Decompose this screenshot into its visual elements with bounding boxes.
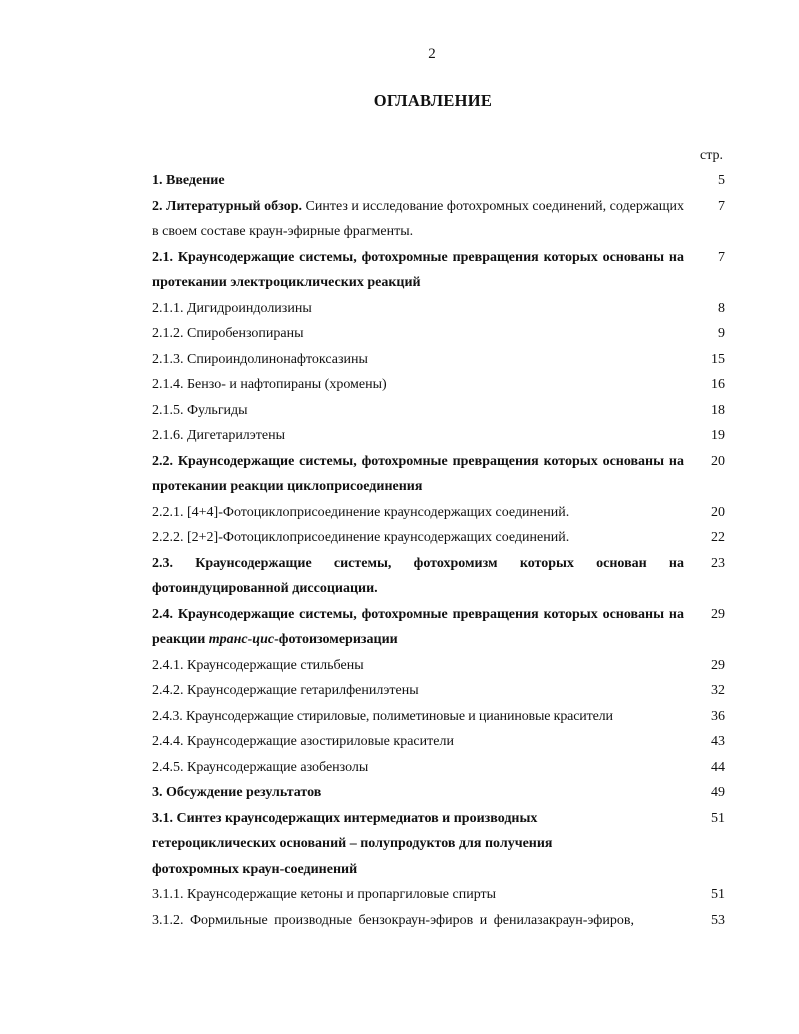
toc-entry-text [152,806,684,883]
toc-entry-2-3 [152,551,725,602]
toc-entry-text [152,194,684,245]
toc-entry-2-1-4 [152,372,725,398]
toc-entry-page: 32 [711,683,725,698]
toc-entry-2-2 [152,449,725,500]
toc-entry-page: 8 [718,300,725,316]
toc-entry-page: 29 [711,606,725,622]
toc-entry-text: 3.1.1. Краунсодержащие кетоны и пропаргиловые спирты [152,887,497,902]
toc-entry-text: 2.2. Краунсодержащие системы, фотохромные превращения которых основаны на протекании реакции циклоприсоединения [152,453,684,494]
toc-entry-page: 15 [711,351,725,367]
toc-entry-text-part-a: 2.4. Краунсодержащие системы, фотохромные превращения которых основаны на реакции [152,606,684,647]
toc-entry-page: 20 [711,504,725,520]
toc-entry-page: 23 [711,555,725,571]
toc-entry-2-4-4 [152,729,725,755]
toc-entry-page: 7 [718,198,725,214]
toc-entry-text: 2.1. Краунсодержащие системы, фотохромные превращения которых основаны на протекании электроциклических реакций [152,249,684,290]
toc-entry-text: 2.2.2. [2+2]-Фотоциклоприсоединение краунсодержащих соединений. [152,530,570,545]
toc-entry-2-1-6 [152,423,725,449]
toc-entry-text: 2.1.1. Дигидроиндолизины [152,300,312,316]
toc-entry-text [152,602,684,653]
toc-entry-page: 20 [711,453,725,469]
toc-entry-2-1-5 [152,398,725,424]
toc-entry-page: 29 [711,657,725,673]
toc-entry-line: гетероциклических оснований – полупродуктов для получения [152,836,553,851]
toc-entry-text: 1. Введение [152,173,225,188]
toc-entry-text: 3.1.2. Формильные производные бензокраун-эфиров и фенилазакраун-эфиров, [152,912,634,928]
toc-entry-2-4-5 [152,755,725,781]
toc-entry-2-4 [152,602,725,653]
toc-entry-page: 19 [711,428,725,443]
toc-entry-2-4-1 [152,653,725,679]
toc-entry-text: 2.4.5. Краунсодержащие азобензолы [152,759,369,775]
toc-entry-text: 2.4.4. Краунсодержащие азостириловые красители [152,734,454,749]
toc-entry-text: 2.3. Краунсодержащие системы, фотохромизм которых основан на фотоиндуцированной диссоциации. [152,555,684,596]
toc-entry-page: 5 [718,173,725,188]
toc-entry-page: 9 [718,326,725,341]
toc-entry-text-bold: 2. Литературный обзор. [152,198,302,214]
toc-entry-page: 51 [711,887,725,902]
toc-entry-page: 49 [711,785,725,800]
toc-entry-text-italic: транс-цис [208,632,275,647]
table-of-contents [152,168,725,933]
toc-entry-text-regular: Синтез и исследование фотохромных соединений, содержащих в своем составе краун-эфирные фрагменты. [152,198,684,239]
toc-entry-literature-review [152,194,725,245]
toc-entry-text: 2.4.3. Краунсодержащие стириловые, полиметиновые и цианиновые красители [152,708,613,724]
toc-entry-2-1 [152,245,725,296]
toc-entry-page: 44 [711,759,725,775]
toc-entry-page: 16 [711,377,725,392]
toc-entry-results-discussion [152,780,725,806]
toc-entry-introduction [152,168,725,194]
toc-entry-text: 2.1.5. Фульгиды [152,402,248,418]
toc-entry-text: 2.4.1. Краунсодержащие стильбены [152,657,364,673]
toc-entry-page: 53 [711,912,725,928]
toc-entry-text: 3. Обсуждение результатов [152,785,322,800]
toc-entry-page: 18 [711,402,725,418]
toc-entry-text: 2.1.6. Дигетарилэтены [152,428,286,443]
toc-entry-2-4-3 [152,704,725,730]
toc-entry-3-1-1 [152,882,725,908]
toc-entry-text: 2.4.2. Краунсодержащие гетарилфенилэтены [152,683,419,698]
toc-entry-text-part-b: -фотоизомеризации [274,632,398,647]
toc-entry-page: 51 [711,810,725,826]
toc-entry-page: 7 [718,249,725,265]
toc-entry-2-2-2 [152,525,725,551]
page-title: ОГЛАВЛЕНИЕ [373,91,493,110]
toc-entry-3-1 [152,806,725,883]
toc-entry-text: 2.1.3. Спироиндолинонафтоксазины [152,351,368,367]
toc-entry-line: 3.1. Синтез краунсодержащих интермедиатов и производных [152,810,538,826]
toc-entry-2-1-1 [152,296,725,322]
toc-entry-2-2-1 [152,500,725,526]
toc-entry-text: 2.1.2. Спиробензопираны [152,326,304,341]
toc-entry-page: 36 [711,708,725,724]
toc-entry-2-1-2 [152,321,725,347]
toc-entry-page: 43 [711,734,725,749]
toc-entry-text: 2.1.4. Бензо- и нафтопираны (хромены) [152,377,387,392]
toc-entry-3-1-2 [152,908,725,934]
toc-entry-line: фотохромных краун-соединений [152,861,358,877]
toc-entry-text: 2.2.1. [4+4]-Фотоциклоприсоединение краунсодержащих соединений. [152,504,570,520]
toc-entry-2-4-2 [152,678,725,704]
page-column-label: стр. [699,148,723,163]
toc-entry-2-1-3 [152,347,725,373]
page-number: 2 [428,46,436,62]
toc-entry-page: 22 [711,530,725,545]
